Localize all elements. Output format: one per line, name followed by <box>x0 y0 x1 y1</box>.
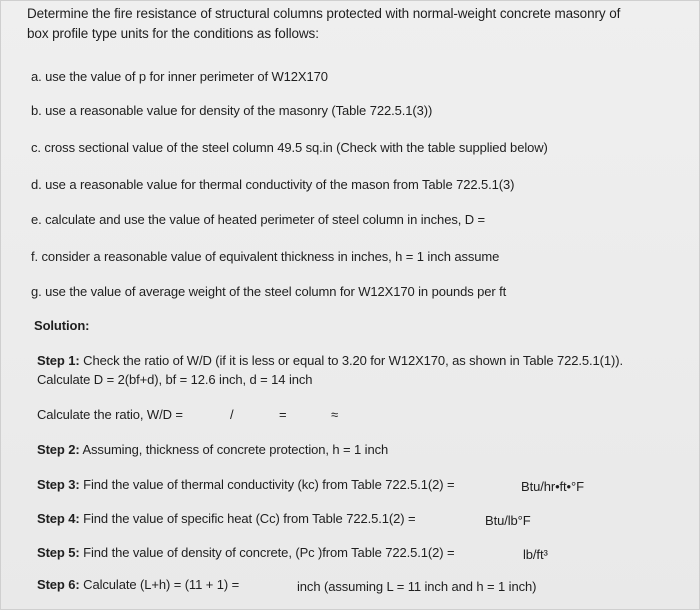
step-6-text: Calculate (L+h) = (11 + 1) = <box>83 577 240 592</box>
step-6-note: inch (assuming L = 11 inch and h = 1 inch) <box>297 579 537 594</box>
step-5-unit: lb/ft³ <box>523 547 548 562</box>
step-1-label: Step 1: <box>37 353 80 368</box>
step-5 <box>37 545 455 560</box>
ratio-slash: / <box>230 407 234 422</box>
step-4 <box>37 511 415 526</box>
step-5-label: Step 5: <box>37 545 80 560</box>
step-6 <box>37 577 239 592</box>
step-4-text: Find the value of specific heat (Cc) from Table 722.5.1(2) = <box>83 511 416 526</box>
step-5-text: Find the value of density of concrete, (Pc )from Table 722.5.1(2) = <box>83 545 455 560</box>
step-1-line-1 <box>37 353 623 368</box>
problem-title-line-1: Determine the fire resistance of structural columns protected with normal-weight concrete masonry of <box>27 6 621 21</box>
condition-f: f. consider a reasonable value of equivalent thickness in inches, h = 1 inch assume <box>31 249 500 264</box>
step-3-unit: Btu/hr•ft•°F <box>521 479 584 494</box>
condition-a: a. use the value of p for inner perimeter of W12X170 <box>31 69 328 84</box>
step-1-text: Check the ratio of W/D (if it is less or equal to 3.20 for W12X170, as shown in Table 722.5.1(1)). <box>83 353 624 368</box>
condition-d: d. use a reasonable value for thermal conductivity of the mason from Table 722.5.1(3) <box>31 177 515 192</box>
condition-e: e. calculate and use the value of heated perimeter of steel column in inches, D = <box>31 212 486 227</box>
step-3-text: Find the value of thermal conductivity (kc) from Table 722.5.1(2) = <box>83 477 455 492</box>
step-3 <box>37 477 455 492</box>
step-3-label: Step 3: <box>37 477 80 492</box>
ratio-approx: ≈ <box>331 407 339 422</box>
ratio-label: Calculate the ratio, W/D = <box>37 407 183 422</box>
step-2-label: Step 2: <box>37 442 80 457</box>
step-4-label: Step 4: <box>37 511 80 526</box>
step-4-unit: Btu/lb°F <box>485 513 531 528</box>
condition-g: g. use the value of average weight of the steel column for W12X170 in pounds per ft <box>31 284 507 299</box>
condition-b: b. use a reasonable value for density of the masonry (Table 722.5.1(3)) <box>31 103 433 118</box>
step-6-label: Step 6: <box>37 577 80 592</box>
problem-title-line-2: box profile type units for the conditions as follows: <box>27 26 319 41</box>
step-1-line-2: Calculate D = 2(bf+d), bf = 12.6 inch, d = 14 inch <box>37 372 313 387</box>
condition-c: c. cross sectional value of the steel column 49.5 sq.in (Check with the table supplied below) <box>31 140 548 155</box>
step-2-text: Assuming, thickness of concrete protection, h = 1 inch <box>82 442 389 457</box>
step-2 <box>37 442 388 457</box>
ratio-equals: = <box>279 407 287 422</box>
solution-heading: Solution: <box>34 318 90 333</box>
